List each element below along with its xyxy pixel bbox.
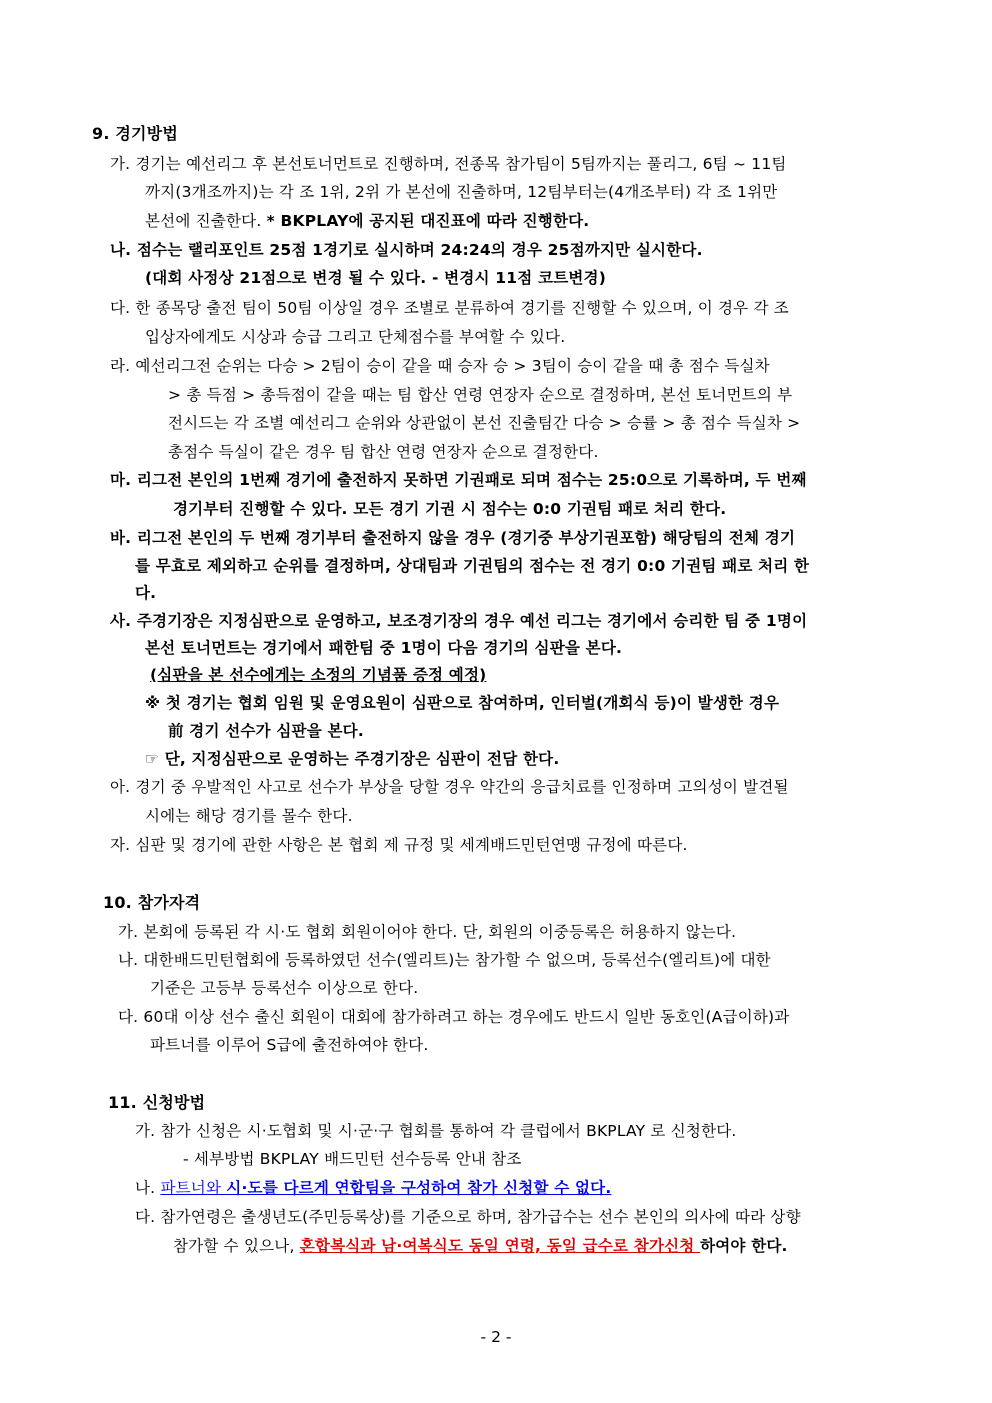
s9-na-line2: (대회 사정상 21점으로 변경 될 수 있다. - 변경시 11점 코트변경) <box>145 269 606 287</box>
s10-da-line2: 파트너를 이루어 S급에 출전하여야 한다. <box>150 1036 429 1054</box>
s11-ga-line2: - 세부방법 BKPLAY 배드민턴 선수등록 안내 참조 <box>183 1150 522 1168</box>
s9-sa-line1: 사. 주경기장은 지정심판으로 운영하고, 보조경기장의 경우 예선 리그는 경기에서 승리한 팀 중 1명이 <box>110 612 808 630</box>
s9-ba-line1: 바. 리그전 본인의 두 번째 경기부터 출전하지 않을 경우 (경기중 부상기권포함) 해당팀의 전체 경기 <box>110 529 796 547</box>
s11-ga-line1: 가. 참가 신청은 시·도협회 및 시·군·구 협회를 통하여 각 클럽에서 BKPLAY 로 신청한다. <box>135 1122 737 1140</box>
s9-ja-line: 자. 심판 및 경기에 관한 사항은 본 협회 제 규정 및 세계배드민턴연맹 규정에 따른다. <box>110 836 688 854</box>
s11-da-line2-red: 혼합복식과 남·여복식도 동일 연령, 동일 급수로 참가신청 <box>299 1237 701 1255</box>
s9-ra-line2: > 총 득점 > 총득점이 같을 때는 팀 합산 연령 연장자 순으로 결정하며, 본선 토너먼트의 부 <box>168 386 793 404</box>
s9-ma-line1: 마. 리그전 본인의 1번째 경기에 출전하지 못하면 기권패로 되며 점수는 25:0으로 기록하며, 두 번째 <box>110 471 807 489</box>
s9-a-line2: 시에는 해당 경기를 몰수 한다. <box>145 807 353 825</box>
s9-sa-remark2: 前 경기 선수가 심판을 본다. <box>168 722 364 740</box>
s10-na-line2: 기준은 고등부 등록선수 이상으로 한다. <box>150 979 419 997</box>
s9-sa-remark: ※ 첫 경기는 협회 임원 및 운영요원이 심판으로 참여하며, 인터벌(개회식 등)이 발생한 경우 <box>145 694 780 712</box>
s11-da-line1: 다. 참가연령은 출생년도(주민등록상)를 기준으로 하며, 참가급수는 선수 본인의 의사에 따라 상향 <box>135 1208 801 1226</box>
s9-sa-pointer: ☞ 단, 지정심판으로 운영하는 주경기장은 심판이 전담 한다. <box>145 750 560 768</box>
section-11-title: 11. 신청방법 <box>108 1093 206 1112</box>
page-number: - 2 - <box>480 1328 512 1346</box>
s9-ga-line3-bold: * BKPLAY에 공지된 대진표에 따라 진행한다. <box>266 212 590 230</box>
s9-ba-line3: 다. <box>135 584 157 602</box>
section-9-title: 9. 경기방법 <box>92 124 179 143</box>
s9-ba-line2: 를 무효로 제외하고 순위를 결정하며, 상대팀과 기권팀의 점수는 전 경기 0:0 기권팀 패로 처리 한 <box>135 557 810 575</box>
s10-ga-line: 가. 본회에 등록된 각 시·도 협회 회원이어야 한다. 단, 회원의 이중등록은 허용하지 않는다. <box>118 923 737 941</box>
s9-sa-note: (심판을 본 선수에게는 소정의 기념품 증정 예정) <box>150 666 487 684</box>
s9-a-line1: 아. 경기 중 우발적인 사고로 선수가 부상을 당할 경우 약간의 응급치료를 인정하며 고의성이 발견될 <box>110 778 789 796</box>
s11-na-text-a: 파트너와 <box>160 1179 227 1197</box>
s10-na-line1: 나. 대한배드민턴협회에 등록하였던 선수(엘리트)는 참가할 수 없으며, 등록선수(엘리트)에 대한 <box>118 951 771 969</box>
s9-ga-line2: 까지(3개조까지)는 각 조 1위, 2위 가 본선에 진출하며, 12팀부터는(4개조부터) 각 조 1위만 <box>145 183 778 201</box>
s11-da-line2-bold: 하여야 한다. <box>700 1237 788 1255</box>
s9-sa-line2: 본선 토너먼트는 경기에서 패한팀 중 1명이 다음 경기의 심판을 본다. <box>145 639 623 657</box>
s11-na-prefix: 나. <box>135 1179 161 1197</box>
s10-da-line1: 다. 60대 이상 선수 출신 회원이 대회에 참가하려고 하는 경우에도 반드시 일반 동호인(A급이하)과 <box>118 1008 790 1026</box>
s11-na-text-b: 시·도를 다르게 연합팀을 구성하여 참가 신청할 수 없다. <box>226 1179 612 1197</box>
s9-ga-line3 <box>145 211 589 231</box>
s9-ma-line2: 경기부터 진행할 수 있다. 모든 경기 기권 시 점수는 0:0 기권팀 패로 처리 한다. <box>173 500 727 518</box>
section-10-title: 10. 참가자격 <box>103 893 201 912</box>
s9-da-line1: 다. 한 종목당 출전 팀이 50팀 이상일 경우 조별로 분류하여 경기를 진행할 수 있으며, 이 경우 각 조 <box>110 299 789 317</box>
s9-da-line2: 입상자에게도 시상과 승급 그리고 단체점수를 부여할 수 있다. <box>145 328 566 346</box>
s9-na-line1: 나. 점수는 랠리포인트 25점 1경기로 실시하며 24:24의 경우 25점까지만 실시한다. <box>110 241 703 259</box>
s9-ga-line3-text: 본선에 진출한다. <box>145 212 267 230</box>
s11-da-line2 <box>173 1236 788 1256</box>
s11-na-line <box>135 1178 611 1198</box>
s11-da-line2-text: 참가할 수 있으나, <box>173 1237 300 1255</box>
s9-ra-line1: 라. 예선리그전 순위는 다승 > 2팀이 승이 같을 때 승자 승 > 3팀이 승이 같을 때 총 점수 득실차 <box>110 357 770 375</box>
s9-ra-line4: 총점수 득실이 같은 경우 팀 합산 연령 연장자 순으로 결정한다. <box>168 443 599 461</box>
s9-ga-line1: 가. 경기는 예선리그 후 본선토너먼트로 진행하며, 전종목 참가팀이 5팀까지는 풀리그, 6팀 ~ 11팀 <box>110 155 787 173</box>
s9-ra-line3: 전시드는 각 조별 예선리그 순위와 상관없이 본선 진출팀간 다승 > 승률 > 총 점수 득실차 > <box>168 414 801 432</box>
